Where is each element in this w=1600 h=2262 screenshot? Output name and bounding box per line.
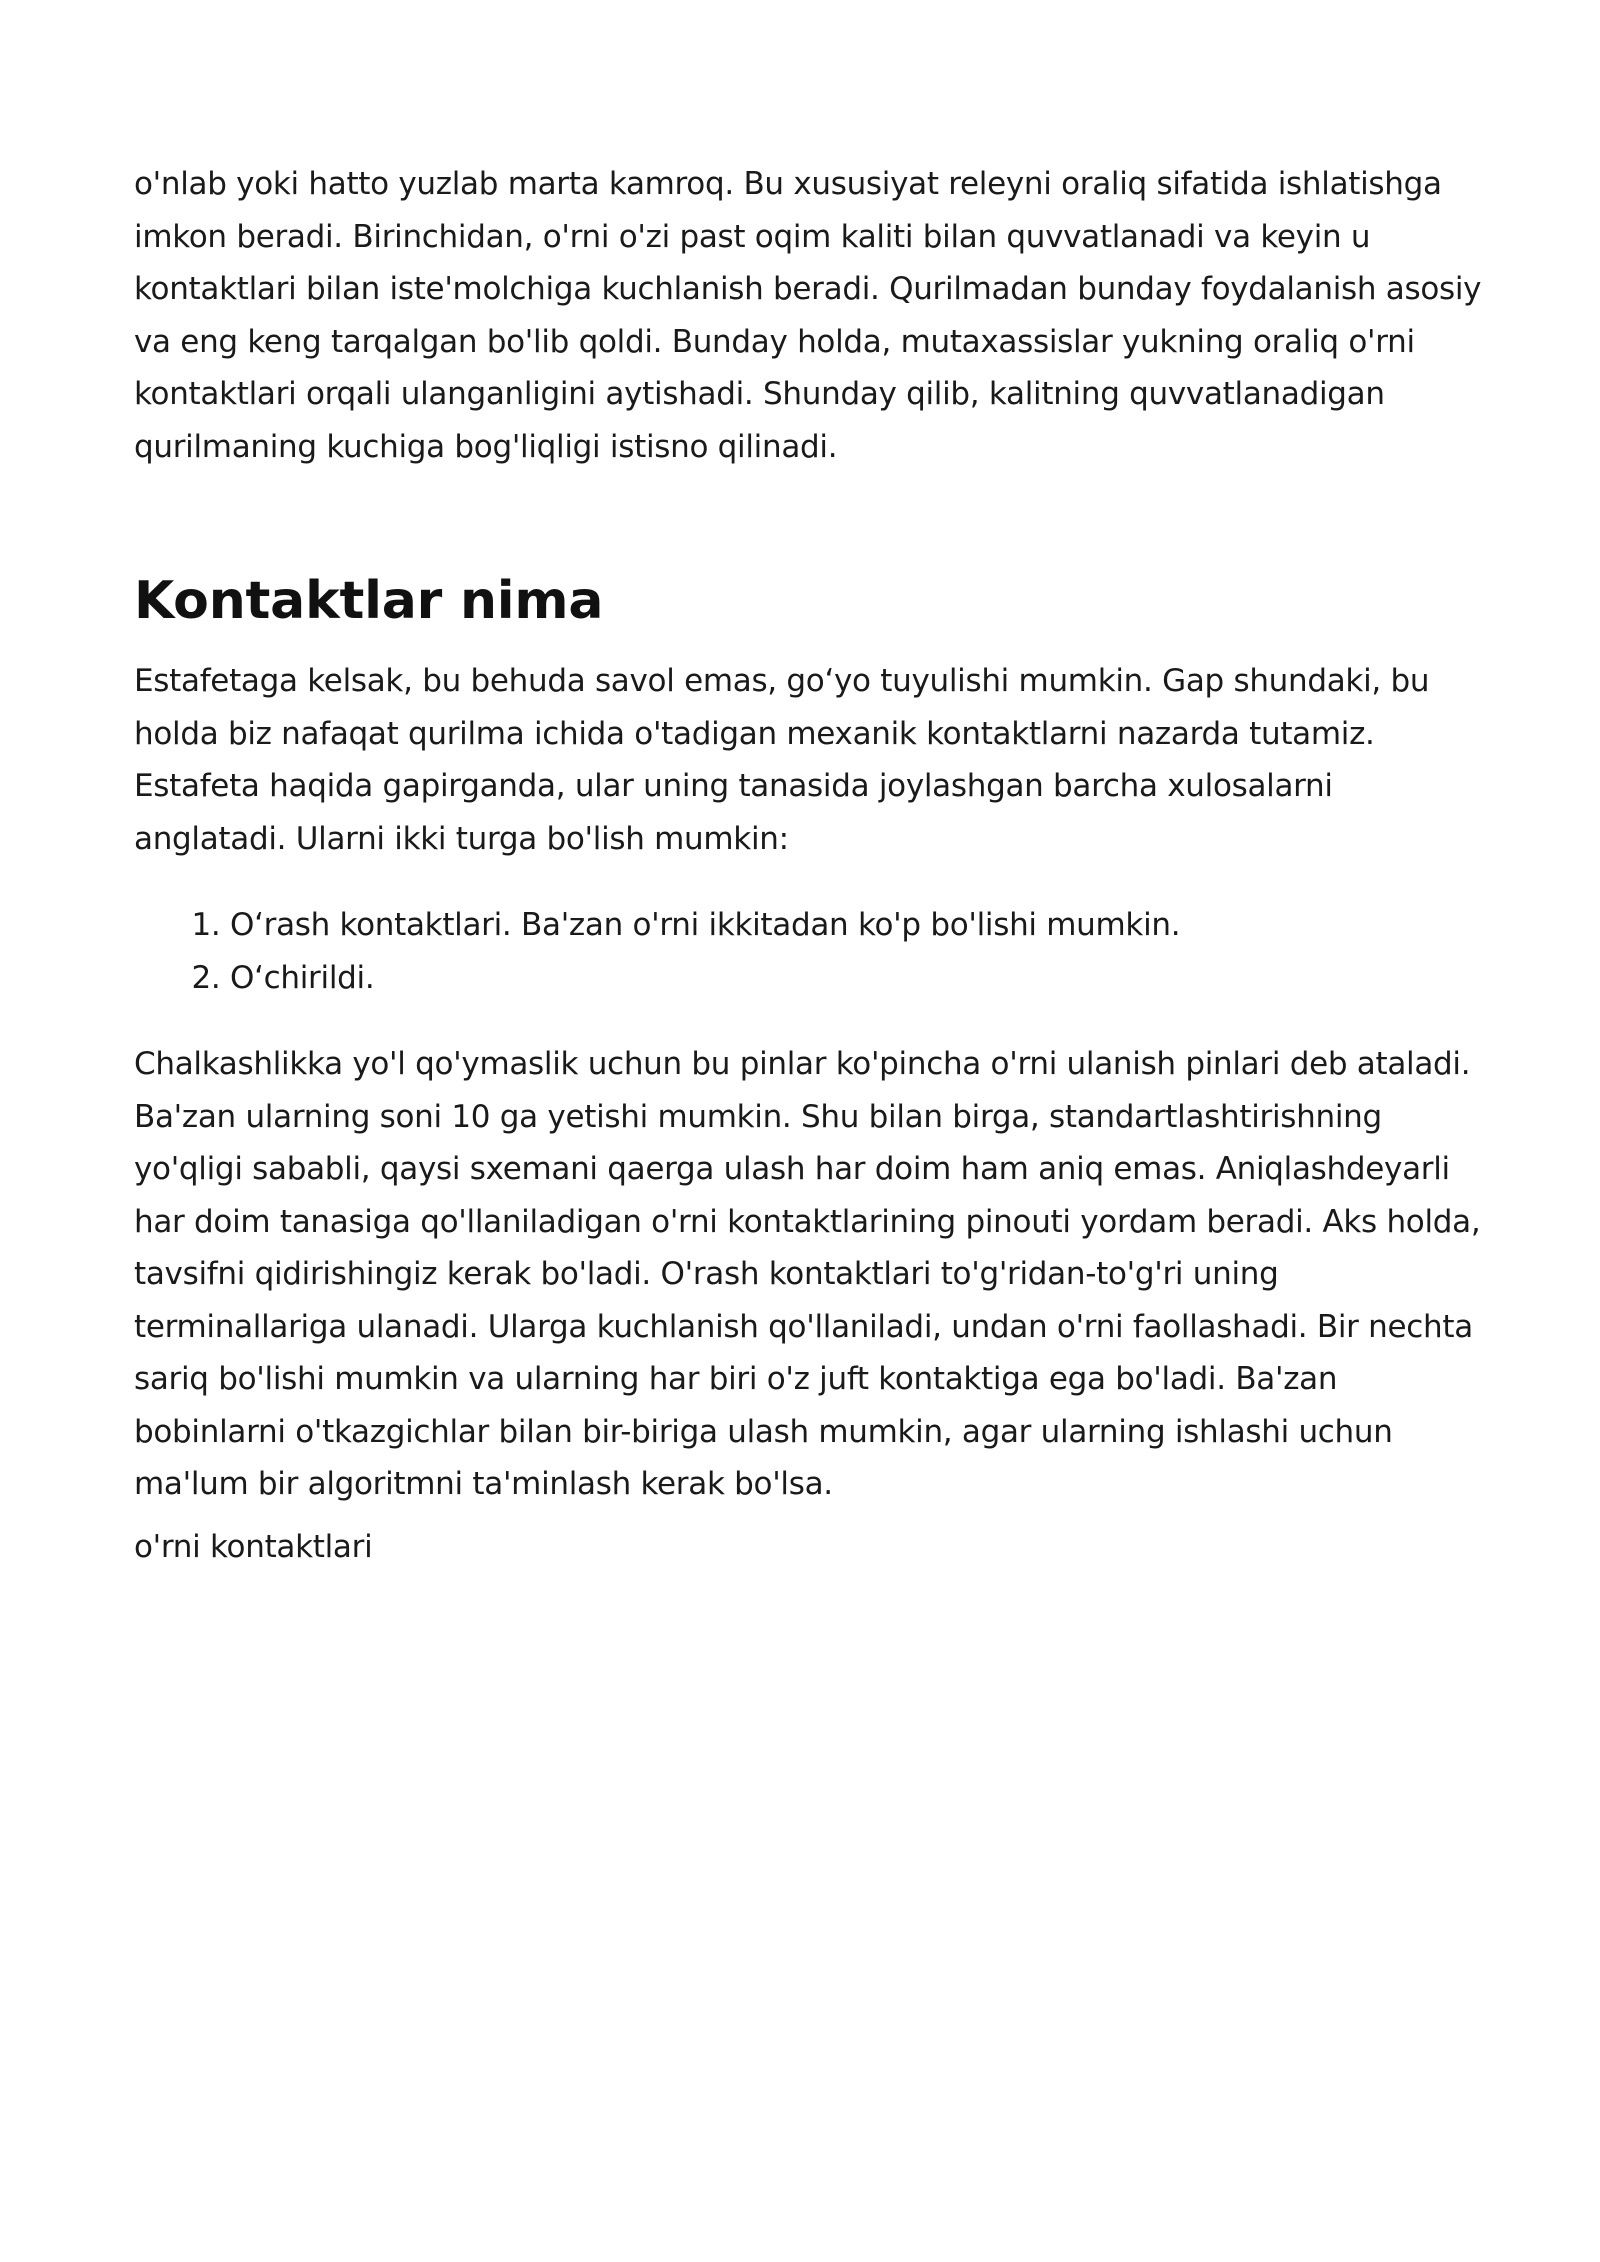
section-heading: Kontaktlar nima <box>134 571 604 631</box>
document-page <box>134 158 1494 1573</box>
closing-paragraph: Chalkashlikka yo'l qo'ymaslik uchun bu pinlar ko'pincha o'rni ulanish pinlari deb ataladi. Ba'zan ularning soni 10 ga yetishi mumkin. Shu bilan birga, standartlashtirishning yo'qligi sababli, qaysi sxemani qaerga ulash har doim ham aniq emas. Aniqlashdeyarli har doim tanasiga qo'llaniladigan o'rni kontaktlarining pinouti yordam beradi. Aks holda, tavsifni qidirishingiz kerak bo'ladi. O'rash kontaktlari to'g'ridan-to'g'ri uning terminallariga ulanadi. Ularga kuchlanish qo'llaniladi, undan o'rni faollashadi. Bir nechta sariq bo'lishi mumkin va ularning har biri o'z juft kontaktiga ega bo'ladi. Ba'zan bobinlarni o'tkazgichlar bilan bir-biriga ulash mumkin, agar ularning ishlashi uchun ma'lum bir algoritmni ta'minlash kerak bo'lsa. <box>134 1046 1481 1502</box>
intro-paragraph: o'nlab yoki hatto yuzlab marta kamroq. Bu xususiyat releyni oraliq sifatida ishlatishga imkon beradi. Birinchidan, o'rni o'zi past oqim kaliti bilan quvvatlanadi va keyin u kontaktlari bilan iste'molchiga kuchlanish beradi. Qurilmadan bunday foydalanish asosiy va eng keng tarqalgan bo'lib qoldi. Bunday holda, mutaxassislar yukning oraliq o'rni kontaktlari orqali ulanganligini aytishadi. Shunday qilib, kalitning quvvatlanadigan qurilmaning kuchiga bog'liqligi istisno qilinadi. <box>134 166 1482 465</box>
contact-types-list <box>134 899 1494 1004</box>
section-paragraph: Estafetaga kelsak, bu behuda savol emas, go‘yo tuyulishi mumkin. Gap shundaki, bu holda biz nafaqat qurilma ichida o'tadigan mexanik kontaktlarni nazarda tutamiz. Estafeta haqida gapirganda, ular uning tanasida joylashgan barcha xulosalarni anglatadi. Ularni ikki turga bo'lish mumkin: <box>134 663 1430 857</box>
image-caption: o'rni kontaktlari <box>134 1528 373 1565</box>
list-item: 2. O‘chirildi. <box>230 952 1494 1005</box>
list-item: 1. O‘rash kontaktlari. Ba'zan o'rni ikkitadan ko'p bo'lishi mumkin. <box>230 899 1494 952</box>
